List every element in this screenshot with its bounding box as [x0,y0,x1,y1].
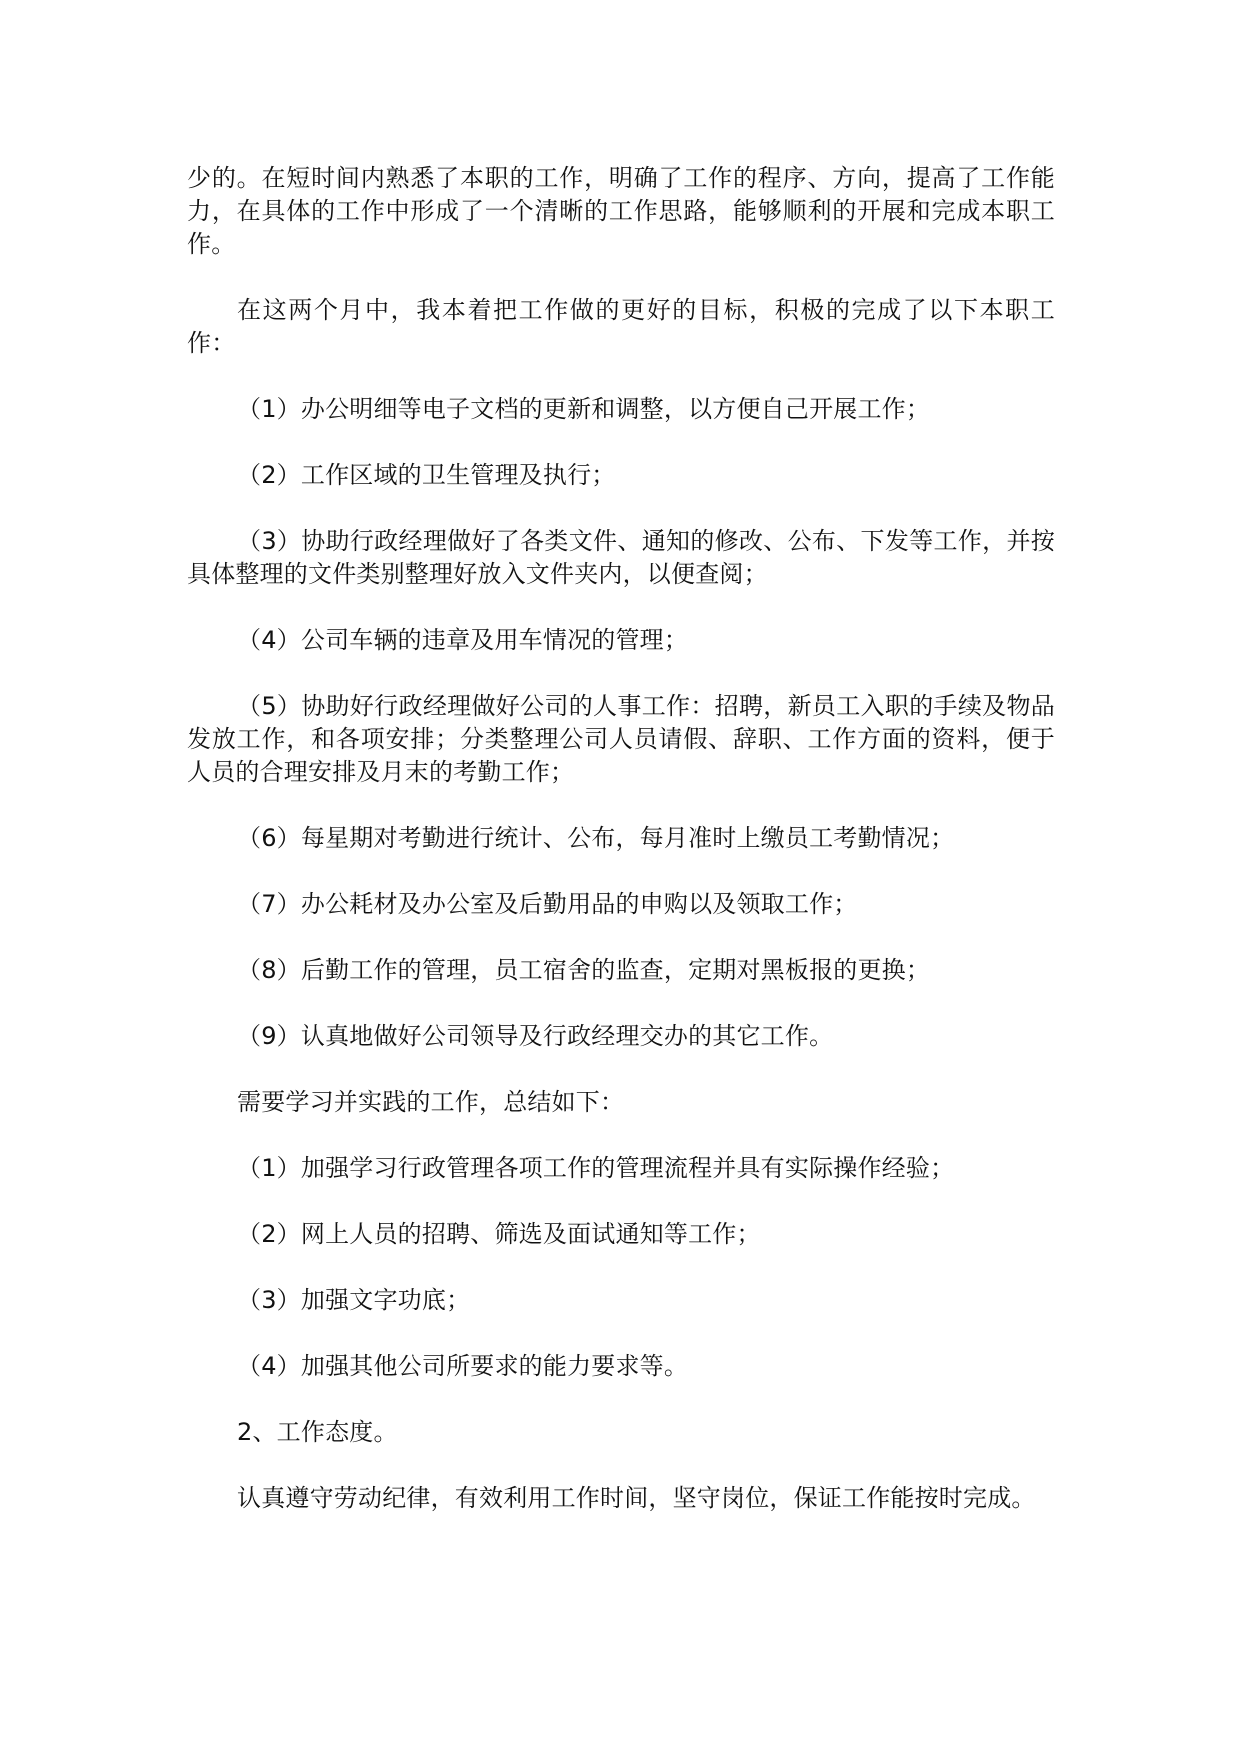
list-item: （6）每星期对考勤进行统计、公布，每月准时上缴员工考勤情况； [237,824,955,852]
document-body [187,162,1055,1515]
list-item: （9）认真地做好公司领导及行政经理交办的其它工作。 [237,1022,834,1050]
section-intro: 需要学习并实践的工作，总结如下： [237,1088,625,1116]
list-item: （8）后勤工作的管理，员工宿舍的监查，定期对黑板报的更换； [237,956,931,984]
list-item: （7）办公耗材及办公室及后勤用品的申购以及领取工作； [237,890,858,918]
list-item: （3）协助行政经理做好了各类文件、通知的修改、公布、下发等工作，并按具体整理的文件类别整理好放入文件夹内，以便查阅； [187,527,1055,588]
paragraph-intro: 在这两个月中，我本着把工作做的更好的目标，积极的完成了以下本职工作： [187,296,1055,357]
list-item: （1）加强学习行政管理各项工作的管理流程并具有实际操作经验； [237,1154,955,1182]
paragraph-closing: 认真遵守劳动纪律，有效利用工作时间，坚守岗位，保证工作能按时完成。 [237,1484,1036,1512]
list-item: （3）加强文字功底； [237,1286,471,1314]
paragraph-continuation: 少的。在短时间内熟悉了本职的工作，明确了工作的程序、方向，提高了工作能力，在具体的工作中形成了一个清晰的工作思路，能够顺利的开展和完成本职工作。 [187,164,1055,258]
list-item: （4）加强其他公司所要求的能力要求等。 [237,1352,689,1380]
list-item: （2）工作区域的卫生管理及执行； [237,461,616,489]
list-item: （5）协助好行政经理做好公司的人事工作：招聘，新员工入职的手续及物品发放工作，和各项安排；分类整理公司人员请假、辞职、工作方面的资料，便于人员的合理安排及月末的考勤工作； [187,692,1055,786]
list-item: （2）网上人员的招聘、筛选及面试通知等工作； [237,1220,761,1248]
list-item: （1）办公明细等电子文档的更新和调整，以方便自己开展工作； [237,395,931,423]
list-item: （4）公司车辆的违章及用车情况的管理； [237,626,689,654]
section-heading: 2、工作态度。 [237,1418,398,1446]
